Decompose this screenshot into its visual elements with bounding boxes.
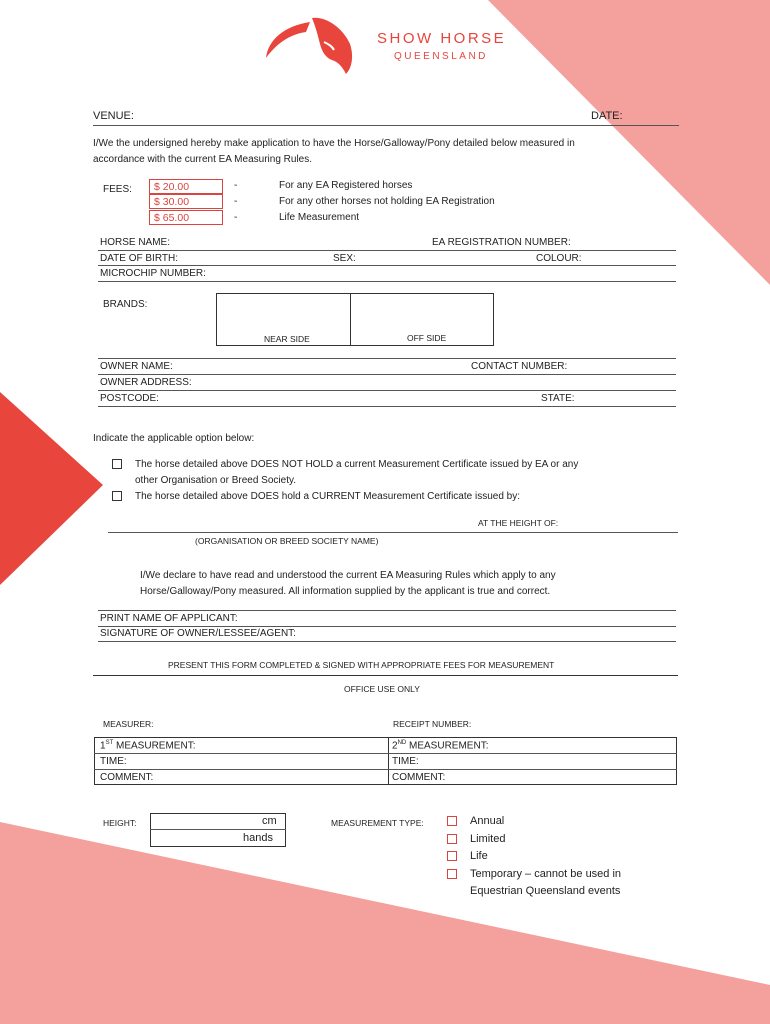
brands-divider bbox=[350, 293, 351, 346]
fee-dash-2: - bbox=[234, 196, 238, 207]
horse-line-1 bbox=[98, 250, 676, 251]
bottom-pink-band bbox=[0, 822, 770, 1024]
measurement-type-label: MEASUREMENT TYPE: bbox=[331, 818, 424, 828]
measurement-table-divider bbox=[388, 737, 389, 785]
left-red-triangle bbox=[0, 392, 103, 585]
owner-line-1 bbox=[98, 374, 676, 375]
horse-name-label: HORSE NAME: bbox=[100, 237, 171, 248]
measurer-label: MEASURER: bbox=[103, 719, 154, 729]
type-annual-label: Annual bbox=[470, 815, 505, 827]
sex-label: SEX: bbox=[333, 253, 356, 264]
brand-name-line2: QUEENSLAND bbox=[394, 51, 488, 62]
second-measurement-text: MEASUREMENT: bbox=[406, 740, 489, 752]
option2-checkbox[interactable] bbox=[112, 491, 122, 501]
option1-line1: The horse detailed above DOES NOT HOLD a current Measurement Certificate issued by EA or any bbox=[135, 459, 579, 470]
intro-line1: I/We the undersigned hereby make application to have the Horse/Galloway/Pony detailed below measured in bbox=[93, 138, 575, 149]
at-height-label: AT THE HEIGHT OF: bbox=[478, 518, 559, 528]
office-divider bbox=[93, 675, 678, 676]
owner-address-label: OWNER ADDRESS: bbox=[100, 377, 192, 388]
second-measurement-num: 2 bbox=[392, 740, 398, 752]
off-side-label: OFF SIDE bbox=[407, 333, 447, 343]
postcode-label: POSTCODE: bbox=[100, 393, 159, 404]
declaration-line2: Horse/Galloway/Pony measured. All information supplied by the applicant is true and correct. bbox=[140, 586, 551, 597]
type-temporary-label: Temporary – cannot be used in bbox=[470, 868, 622, 880]
height-unit-hands: hands bbox=[243, 832, 273, 844]
horse-line-2 bbox=[98, 265, 676, 266]
type-annual-checkbox[interactable] bbox=[447, 816, 457, 826]
date-label: DATE: bbox=[591, 110, 623, 122]
office-use-label: OFFICE USE ONLY bbox=[344, 684, 420, 694]
colour-label: COLOUR: bbox=[536, 253, 582, 264]
second-time-label: TIME: bbox=[392, 756, 419, 767]
fees-label: FEES: bbox=[103, 184, 132, 195]
second-measurement-sup: ND bbox=[397, 740, 407, 746]
fee-desc-2: For any other horses not holding EA Registration bbox=[279, 196, 495, 207]
brand-name-line1: SHOW HORSE bbox=[377, 30, 507, 47]
measurement-table-row1 bbox=[94, 753, 677, 754]
declaration-line-mid bbox=[98, 626, 676, 627]
fee-desc-1: For any EA Registered horses bbox=[279, 180, 413, 191]
horse-line-3 bbox=[98, 281, 676, 282]
present-instruction: PRESENT THIS FORM COMPLETED & SIGNED WITH APPROPRIATE FEES FOR MEASUREMENT bbox=[168, 660, 555, 670]
owner-line-2 bbox=[98, 390, 676, 391]
brands-label: BRANDS: bbox=[103, 299, 148, 310]
fee-amount-3: $ 65.00 bbox=[149, 210, 223, 225]
first-measurement-label bbox=[100, 740, 195, 751]
contact-number-label: CONTACT NUMBER: bbox=[471, 361, 568, 372]
brands-box bbox=[216, 293, 494, 346]
organisation-caption: (ORGANISATION OR BREED SOCIETY NAME) bbox=[195, 536, 379, 546]
type-limited-checkbox[interactable] bbox=[447, 834, 457, 844]
fee-dash-3: - bbox=[234, 212, 238, 223]
venue-date-line bbox=[93, 125, 679, 126]
declaration-line-top bbox=[98, 610, 676, 611]
horse-head-logo-icon bbox=[262, 14, 362, 78]
receipt-number-label: RECEIPT NUMBER: bbox=[393, 719, 472, 729]
owner-line-3 bbox=[98, 406, 676, 407]
dob-label: DATE OF BIRTH: bbox=[100, 253, 178, 264]
option2-line1: The horse detailed above DOES hold a CURRENT Measurement Certificate issued by: bbox=[135, 491, 520, 502]
owner-name-label: OWNER NAME: bbox=[100, 361, 173, 372]
microchip-label: MICROCHIP NUMBER: bbox=[100, 268, 206, 279]
fee-dash-1: - bbox=[234, 180, 238, 191]
type-limited-label: Limited bbox=[470, 833, 506, 845]
fee-amount-1: $ 20.00 bbox=[149, 179, 223, 194]
intro-line2: accordance with the current EA Measuring Rules. bbox=[93, 154, 312, 165]
options-heading: Indicate the applicable option below: bbox=[93, 433, 255, 444]
option1-checkbox[interactable] bbox=[112, 459, 122, 469]
measurement-table-row2 bbox=[94, 769, 677, 770]
fee-amount-2: $ 30.00 bbox=[149, 194, 223, 209]
option1-line2: other Organisation or Breed Society. bbox=[135, 475, 297, 486]
near-side-label: NEAR SIDE bbox=[264, 334, 310, 344]
owner-line-top bbox=[98, 358, 676, 359]
type-life-checkbox[interactable] bbox=[447, 851, 457, 861]
declaration-line1: I/We declare to have read and understood the current EA Measuring Rules which apply to any bbox=[140, 570, 556, 581]
first-time-label: TIME: bbox=[100, 756, 127, 767]
ea-registration-label: EA REGISTRATION NUMBER: bbox=[432, 237, 571, 248]
first-measurement-text: MEASUREMENT: bbox=[113, 740, 196, 752]
second-measurement-label bbox=[392, 740, 488, 751]
print-name-label: PRINT NAME OF APPLICANT: bbox=[100, 613, 238, 624]
height-unit-cm: cm bbox=[262, 815, 277, 827]
type-temporary-label-line2: Equestrian Queensland events bbox=[470, 885, 621, 897]
declaration-line-bottom bbox=[98, 641, 676, 642]
type-life-label: Life bbox=[470, 850, 488, 862]
organisation-line bbox=[108, 532, 678, 533]
signature-label: SIGNATURE OF OWNER/LESSEE/AGENT: bbox=[100, 628, 296, 639]
first-measurement-sup: ST bbox=[105, 740, 114, 746]
type-temporary-checkbox[interactable] bbox=[447, 869, 457, 879]
height-label: HEIGHT: bbox=[103, 818, 137, 828]
state-label: STATE: bbox=[541, 393, 575, 404]
second-comment-label: COMMENT: bbox=[392, 772, 446, 783]
fee-desc-3: Life Measurement bbox=[279, 212, 360, 223]
venue-label: VENUE: bbox=[93, 110, 134, 122]
height-box-divider bbox=[150, 829, 286, 830]
brand-logo bbox=[262, 14, 362, 78]
first-measurement-num: 1 bbox=[100, 740, 106, 752]
first-comment-label: COMMENT: bbox=[100, 772, 154, 783]
